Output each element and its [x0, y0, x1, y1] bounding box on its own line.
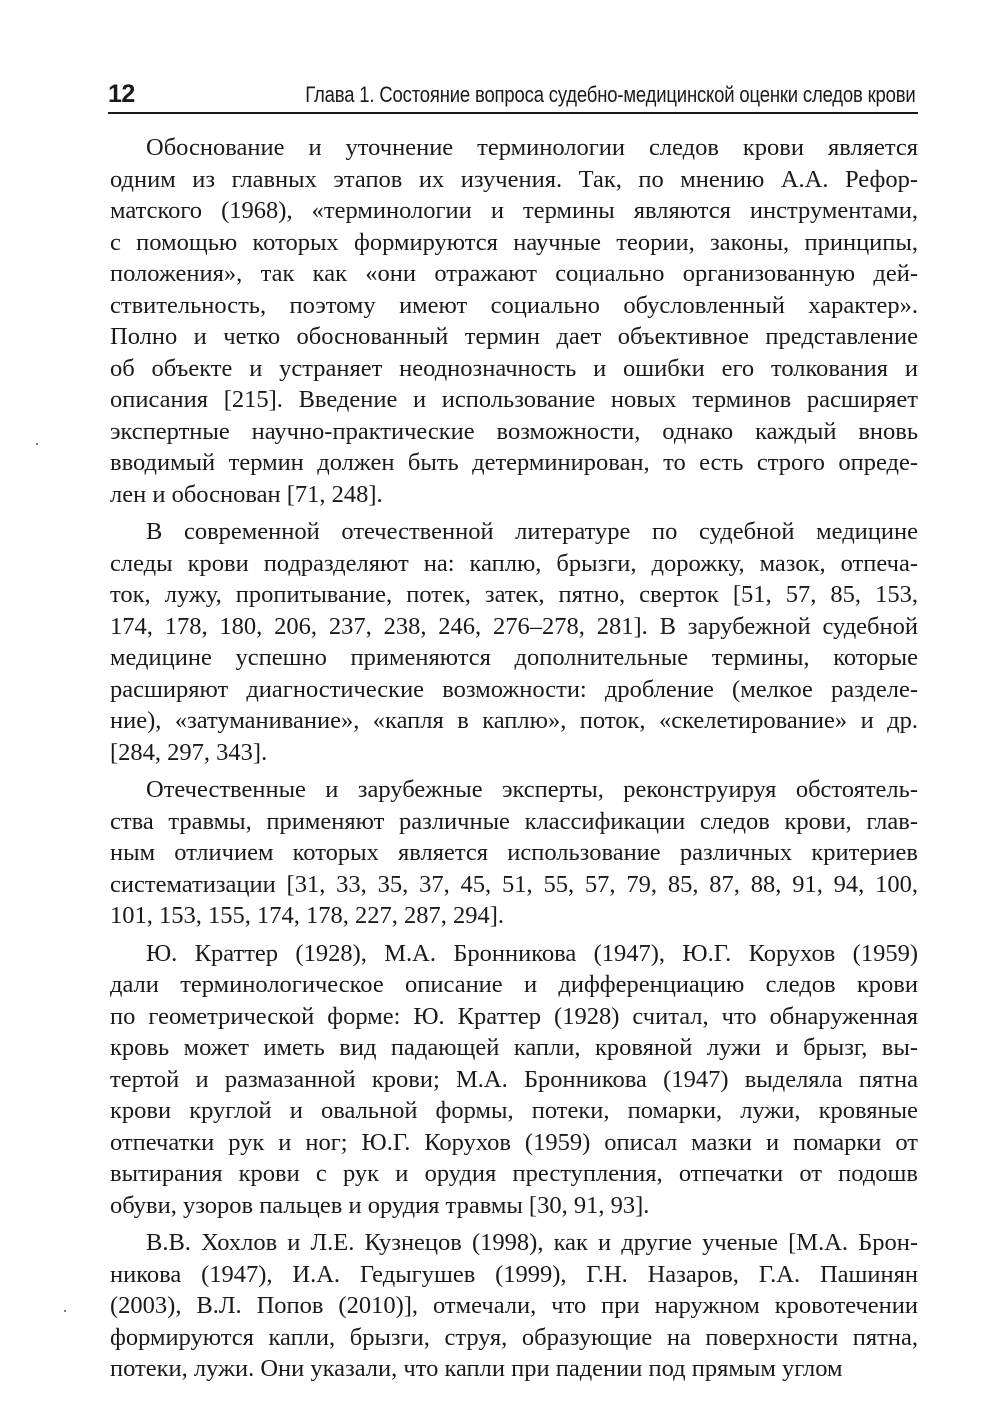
text-line: систематизации [31, 33, 35, 37, 45, 51, 55, 57, 79, 85, 87, 88, 91, 94, 100, [110, 870, 918, 898]
paragraph [110, 132, 918, 510]
running-head [108, 76, 918, 114]
text-line: описания [215]. Введение и использование новых терминов расширяет [110, 386, 918, 413]
text-line: Обоснование и уточнение терминологии следов крови является [146, 134, 918, 161]
text-line: (2003), В.Л. Попов (2010)], отмечали, что при наружном кровотечении [110, 1292, 918, 1319]
text-line: обуви, узоров пальцев и орудия травмы [30, 91, 93]. [110, 1191, 650, 1219]
paragraph [110, 774, 918, 932]
text-line: [284, 297, 343]. [110, 738, 268, 766]
text-line: матского (1968), «терминологии и термины являются инструментами, [110, 197, 918, 224]
text-line: тертой и размазанной крови; М.А. Бронникова (1947) выделяла пятна [110, 1065, 918, 1093]
scan-speck [36, 443, 38, 445]
text-line: потеки, лужи. Они указали, что капли при падении под прямым углом [110, 1355, 843, 1382]
text-line: вытирания крови с рук и орудия преступления, отпечатки от подошв [110, 1160, 918, 1187]
text-line: положения», так как «они отражают социально организованную дей- [110, 260, 918, 287]
text-line: дали терминологическое описание и дифференциацию следов крови [110, 971, 918, 998]
chapter-title: Глава 1. Состояние вопроса судебно-медицинской оценки следов крови [305, 82, 916, 107]
text-line: Полно и четко обоснованный термин дает объективное представление [110, 323, 918, 350]
text-line: об объекте и устраняет неоднозначность и ошибки его толкования и [110, 354, 918, 382]
text-line: 101, 153, 155, 174, 178, 227, 287, 294]. [110, 902, 505, 929]
text-line: медицине успешно применяются дополнительные термины, которые [110, 644, 918, 671]
text-line: формируются капли, брызги, струя, образующие на поверхности пятна, [110, 1323, 918, 1351]
text-line: ства травмы, применяют различные классификации следов крови, глав- [110, 807, 918, 835]
paragraph [110, 938, 918, 1222]
text-line: с помощью которых формируются научные теории, законы, принципы, [110, 228, 918, 256]
body-text [110, 132, 918, 1385]
text-line: В.В. Хохлов и Л.Е. Кузнецов (1998), как и другие ученые [М.А. Брон- [146, 1229, 918, 1256]
text-line: одним из главных этапов их изучения. Так, по мнению А.А. Рефор- [110, 165, 918, 193]
text-line: следы крови подразделяют на: каплю, брызги, дорожку, мазок, отпеча- [110, 549, 918, 577]
text-line: расширяют диагностические возможности: дробление (мелкое разделе- [110, 675, 918, 703]
paragraph [110, 1227, 918, 1385]
paragraph [110, 516, 918, 768]
text-line: крови круглой и овальной формы, потеки, помарки, лужи, кровяные [110, 1097, 918, 1124]
text-line: кровь может иметь вид падающей капли, кровяной лужи и брызг, вы- [110, 1034, 918, 1061]
text-line: 174, 178, 180, 206, 237, 238, 246, 276–278, 281]. В зарубежной судебной [110, 612, 918, 640]
text-line: лен и обоснован [71, 248]. [110, 480, 383, 508]
text-line: В современной отечественной литературе по судебной медицине [146, 518, 918, 545]
text-line: ным отличием которых является использование различных критериев [110, 839, 918, 866]
scan-speck [64, 1310, 66, 1312]
text-line: отпечатки рук и ног; Ю.Г. Корухов (1959) описал мазки и помарки от [110, 1128, 918, 1156]
text-line: ток, лужу, пропитывание, потек, затек, пятно, сверток [51, 57, 85, 153, [110, 581, 918, 608]
text-line: вводимый термин должен быть детерминирован, то есть строго опреде- [110, 449, 918, 476]
page-number: 12 [108, 80, 135, 108]
text-line: по геометрической форме: Ю. Краттер (1928) считал, что обнаруженная [110, 1002, 918, 1030]
text-line: ние), «затуманивание», «капля в каплю», поток, «скелетирование» и др. [110, 707, 918, 734]
text-line: никова (1947), И.А. Гедыгушев (1999), Г.Н. Назаров, Г.А. Пашинян [110, 1260, 918, 1288]
text-line: Ю. Краттер (1928), М.А. Бронникова (1947), Ю.Г. Корухов (1959) [146, 939, 918, 967]
text-line: Отечественные и зарубежные эксперты, реконструируя обстоятель- [146, 776, 918, 803]
text-line: экспертные научно-практические возможности, однако каждый вновь [110, 417, 918, 445]
text-line: ствительность, поэтому имеют социально обусловленный характер». [110, 291, 918, 319]
